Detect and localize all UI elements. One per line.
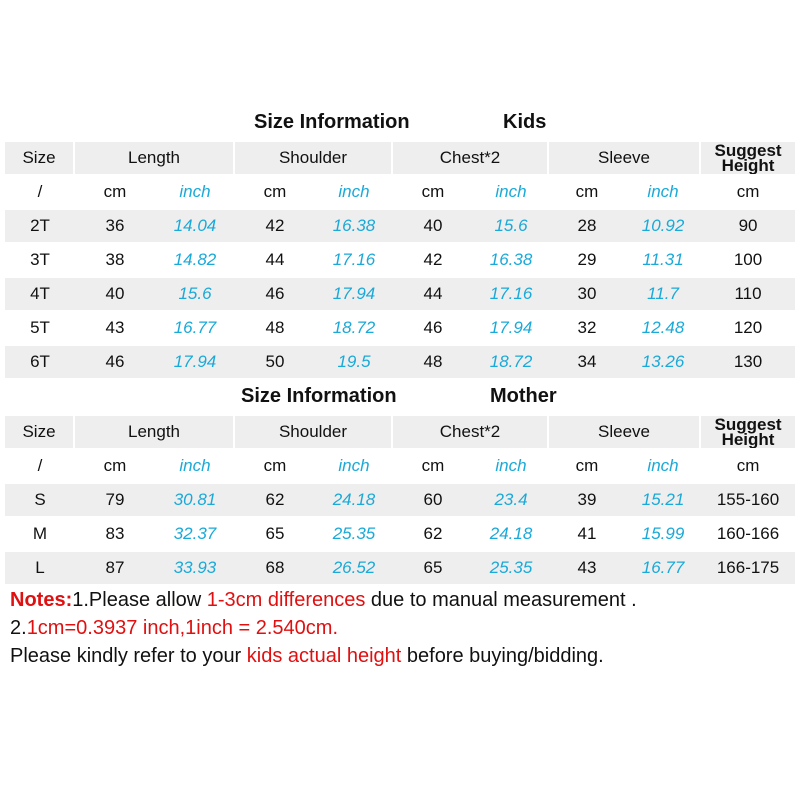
cell-height: 90: [701, 210, 795, 242]
cell-shoulder-cm: 65: [265, 524, 285, 543]
table-row: [5, 346, 795, 378]
unit-inch: inch: [179, 182, 211, 201]
cell-length-in: 33.93: [155, 552, 235, 584]
cell-chest-cm: 48: [393, 346, 473, 378]
notes-line-1: [10, 586, 795, 614]
header-size: Size: [5, 416, 75, 448]
cell-size: S: [5, 484, 75, 516]
notes-text: due to manual measurement .: [365, 589, 637, 611]
cell-sleeve-in: 12.48: [641, 318, 685, 337]
cell-shoulder-cm: 44: [265, 250, 285, 269]
cell-sleeve-in: 16.77: [625, 552, 701, 584]
cell-shoulder-cm: 42: [235, 210, 315, 242]
mother-title: Size Information: [241, 385, 397, 407]
cell-chest-cm: 42: [423, 250, 443, 269]
cell-size: 2T: [5, 210, 75, 242]
unit-cm: cm: [421, 456, 445, 475]
cell-chest-in: 16.38: [489, 250, 533, 269]
cell-sleeve-cm: 30: [549, 278, 625, 310]
cell-shoulder-in: 16.38: [315, 210, 393, 242]
cell-length-cm: 43: [105, 318, 125, 337]
cell-size: L: [5, 552, 75, 584]
cell-shoulder-in: 19.5: [315, 346, 393, 378]
unit-cm: cm: [421, 182, 445, 201]
cell-length-cm: 38: [105, 250, 125, 269]
table-row: [5, 312, 795, 344]
cell-chest-cm: 46: [423, 318, 443, 337]
cell-sleeve-cm: 28: [549, 210, 625, 242]
cell-length-in: 15.6: [155, 278, 235, 310]
cell-size: 6T: [5, 346, 75, 378]
cell-length-in: 17.94: [155, 346, 235, 378]
cell-chest-cm: 65: [393, 552, 473, 584]
notes-line-2: [10, 614, 795, 642]
cell-sleeve-in: 11.7: [625, 278, 701, 310]
mother-header-row: [5, 416, 795, 448]
notes-text: 2.: [10, 617, 27, 639]
cell-size: 5T: [30, 318, 50, 337]
unit-size: /: [37, 182, 43, 201]
cell-size: 3T: [30, 250, 50, 269]
unit-cm: cm: [575, 182, 599, 201]
cell-shoulder-in: 25.35: [332, 524, 376, 543]
notes-text: before buying/bidding.: [401, 645, 604, 667]
cell-shoulder-in: 17.16: [332, 250, 376, 269]
cell-sleeve-in: 10.92: [625, 210, 701, 242]
cell-length-in: 14.04: [155, 210, 235, 242]
notes-highlight: kids actual height: [246, 645, 402, 667]
notes-highlight: 1-3cm differences: [206, 589, 366, 611]
header-sleeve: Sleeve: [549, 142, 701, 174]
mother-subtitle: Mother: [490, 385, 557, 407]
cell-sleeve-cm: 32: [577, 318, 597, 337]
notes-highlight: 1cm=0.3937 inch,1inch = 2.540cm.: [26, 617, 338, 639]
cell-sleeve-cm: 39: [549, 484, 625, 516]
notes: [10, 586, 795, 670]
cell-shoulder-cm: 68: [235, 552, 315, 584]
cell-length-cm: 83: [105, 524, 125, 543]
unit-inch: inch: [338, 182, 370, 201]
kids-size-table: [5, 140, 795, 380]
table-row: [5, 210, 795, 242]
mother-units-row: [5, 450, 795, 482]
notes-text: 1.Please allow: [72, 589, 207, 611]
notes-text: Please kindly refer to your: [10, 645, 247, 667]
kids-units-row: [5, 176, 795, 208]
table-row: [5, 552, 795, 584]
cell-shoulder-cm: 62: [235, 484, 315, 516]
table-row: [5, 518, 795, 550]
cell-length-cm: 79: [75, 484, 155, 516]
cell-shoulder-in: 17.94: [315, 278, 393, 310]
cell-sleeve-cm: 43: [549, 552, 625, 584]
cell-shoulder-cm: 48: [265, 318, 285, 337]
header-suggest-height: Suggest Height: [701, 142, 795, 174]
cell-shoulder-in: 18.72: [332, 318, 376, 337]
cell-chest-in: 23.4: [473, 484, 549, 516]
cell-sleeve-in: 15.99: [641, 524, 685, 543]
cell-chest-in: 15.6: [473, 210, 549, 242]
unit-cm: cm: [103, 456, 127, 475]
cell-chest-cm: 44: [393, 278, 473, 310]
kids-section-title: [0, 111, 800, 139]
cell-length-cm: 87: [75, 552, 155, 584]
cell-sleeve-in: 15.21: [625, 484, 701, 516]
cell-shoulder-cm: 50: [235, 346, 315, 378]
cell-length-in: 16.77: [173, 318, 217, 337]
unit-inch: inch: [495, 456, 527, 475]
cell-height: 110: [701, 278, 795, 310]
header-sleeve: Sleeve: [549, 416, 701, 448]
cell-shoulder-in: 24.18: [315, 484, 393, 516]
cell-length-in: 14.82: [173, 250, 217, 269]
header-chest: Chest*2: [393, 142, 549, 174]
unit-cm: cm: [575, 456, 599, 475]
unit-cm: cm: [263, 456, 287, 475]
cell-shoulder-cm: 46: [235, 278, 315, 310]
cell-length-cm: 36: [75, 210, 155, 242]
cell-height: 155-160: [701, 484, 795, 516]
table-row: [5, 484, 795, 516]
cell-height: 160-166: [716, 524, 780, 543]
kids-title: Size Information: [254, 111, 410, 133]
mother-section-title: [0, 385, 800, 413]
cell-sleeve-in: 11.31: [642, 250, 684, 269]
unit-size: /: [37, 456, 43, 475]
cell-sleeve-cm: 29: [577, 250, 597, 269]
unit-inch: inch: [179, 456, 211, 475]
cell-chest-in: 17.16: [473, 278, 549, 310]
cell-shoulder-in: 26.52: [315, 552, 393, 584]
cell-sleeve-cm: 34: [549, 346, 625, 378]
cell-chest-in: 24.18: [489, 524, 533, 543]
unit-cm: cm: [103, 182, 127, 201]
cell-height: 130: [701, 346, 795, 378]
unit-inch: inch: [338, 456, 370, 475]
mother-rows: [5, 484, 795, 584]
cell-length-cm: 40: [75, 278, 155, 310]
cell-size: 4T: [5, 278, 75, 310]
cell-sleeve-in: 13.26: [625, 346, 701, 378]
cell-chest-in: 18.72: [473, 346, 549, 378]
notes-line-3: [10, 642, 795, 670]
kids-rows: [5, 210, 795, 378]
cell-sleeve-cm: 41: [577, 524, 597, 543]
cell-height: 100: [733, 250, 763, 269]
cell-chest-cm: 40: [393, 210, 473, 242]
cell-chest-cm: 62: [423, 524, 443, 543]
kids-header-row: [5, 142, 795, 174]
cell-chest-in: 25.35: [473, 552, 549, 584]
header-shoulder: Shoulder: [235, 416, 393, 448]
kids-subtitle: Kids: [503, 111, 547, 133]
cell-length-in: 30.81: [155, 484, 235, 516]
header-length: Length: [75, 416, 235, 448]
header-size: Size: [5, 142, 75, 174]
cell-length-cm: 46: [75, 346, 155, 378]
header-length: Length: [75, 142, 235, 174]
unit-cm: cm: [263, 182, 287, 201]
unit-inch: inch: [647, 182, 679, 201]
cell-size: M: [32, 524, 48, 543]
mother-size-table: [5, 414, 795, 586]
unit-inch: inch: [495, 182, 527, 201]
cell-height: 120: [733, 318, 763, 337]
header-suggest-height: Suggest Height: [701, 416, 795, 448]
cell-chest-cm: 60: [393, 484, 473, 516]
cell-length-in: 32.37: [173, 524, 217, 543]
table-row: [5, 278, 795, 310]
unit-inch: inch: [647, 456, 679, 475]
cell-height: 166-175: [701, 552, 795, 584]
unit-cm: cm: [736, 456, 760, 475]
header-shoulder: Shoulder: [235, 142, 393, 174]
header-chest: Chest*2: [393, 416, 549, 448]
cell-chest-in: 17.94: [489, 318, 533, 337]
notes-label: Notes:: [10, 589, 73, 611]
table-row: [5, 244, 795, 276]
unit-cm: cm: [736, 182, 760, 201]
